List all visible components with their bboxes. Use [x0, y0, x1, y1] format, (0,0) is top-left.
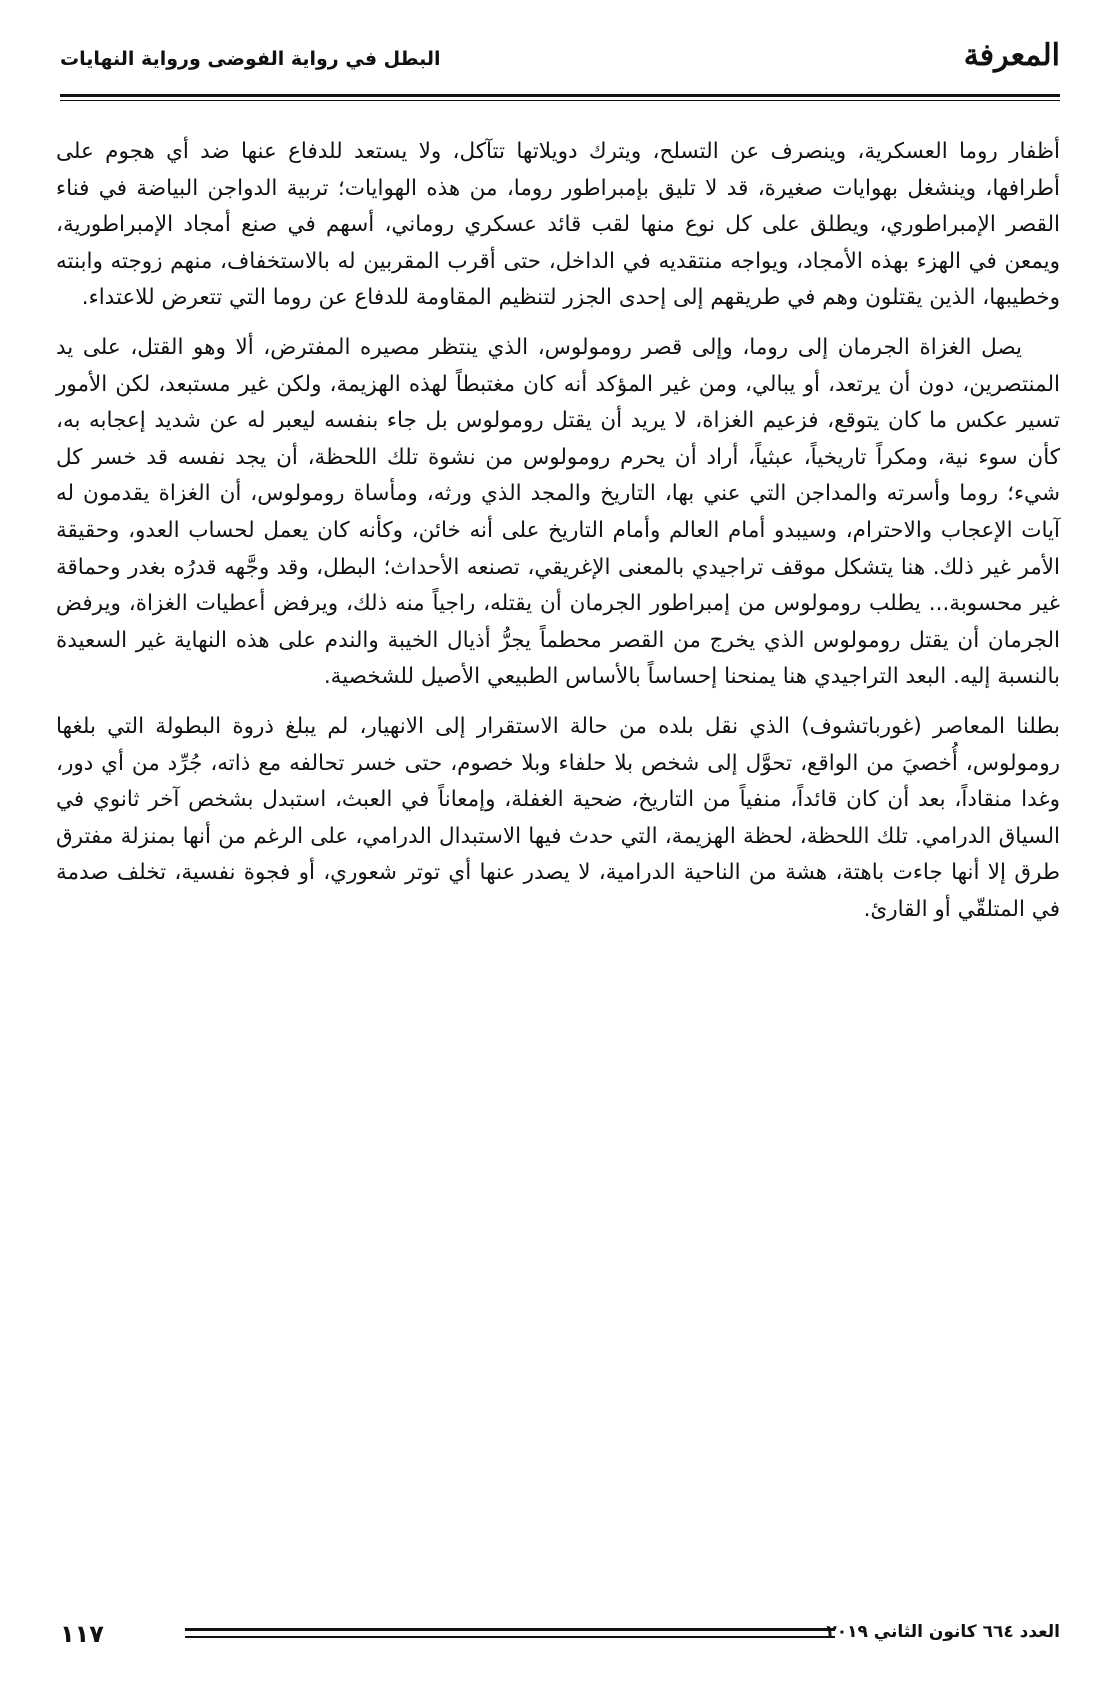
- header-rule-thin: [60, 100, 1060, 101]
- page-header: [60, 34, 1060, 92]
- paragraph-2: يصل الغزاة الجرمان إلى روما، وإلى قصر رومولوس، الذي ينتظر مصيره المفترض، ألا وهو القتل، على يد المنتصرين، دون أن يرتعد، أو يبالي، ومن غير المؤكد أنه كان مغتبطاً لهذه الهزيمة، ولكن غير مستبعد، لكن الأمور تسير عكس ما كان يتوقع، فزعيم الغزاة، لا يريد أن يقتل رومولوس بل جاء بنفسه ليعبر له عن شديد إعجابه به، كأن سوء نية، ومكراً تاريخياً، عبثياً، أراد أن يحرم رومولوس من نشوة تلك اللحظة، أن يجد نفسه قد خسر كل شيء؛ روما وأسرته والمداجن التي عني بها، التاريخ والمجد الذي ورثه، ومأساة رومولوس، أن الغزاة يقدمون له آيات الإعجاب والاحترام، وسيبدو أمام العالم وأمام التاريخ على أنه خائن، وكأنه كان يعمل لحساب العدو، وحقيقة الأمر غير ذلك. هنا يتشكل موقف تراجيدي بالمعنى الإغريقي، تصنعه الأحداث؛ البطل، وقد وجَّهه قدرُه بغدر وحماقة غير محسوبة... يطلب رومولوس من إمبراطور الجرمان أن يقتله، راجياً منه ذلك، ويرفض أعطيات الغزاة، ويرفض الجرمان أن يقتل رومولوس الذي يخرج من القصر محطماً يجرُّ أذيال الخيبة والندم على هذه النهاية غير السعيدة بالنسبة إليه. البعد التراجيدي هنا يمنحنا إحساساً بالأساس الطبيعي الأصيل للشخصية.: [56, 334, 1060, 690]
- header-rule: [60, 94, 1060, 97]
- article-body: [56, 134, 1060, 928]
- paragraph-3: بطلنا المعاصر (غورباتشوف) الذي نقل بلده من حالة الاستقرار إلى الانهيار، لم يبلغ ذروة البطولة التي بلغها رومولوس، أُخصيَ من الواقع، تحوَّل إلى شخص بلا حلفاء وبلا خصوم، حتى خسر تحالفه مع ذاته، جُرِّد من أي دور، وغدا منقاداً، بعد أن كان قائداً، منفياً من التاريخ، ضحية الغفلة، وإمعاناً في العبث، استبدل بشخص آخر ثانوي في السياق الدرامي. تلك اللحظة، لحظة الهزيمة، التي حدث فيها الاستبدال الدرامي، على الرغم من أنها بمنزلة مفترق طرق إلا أنها جاءت باهتة، هشة من الناحية الدرامية، لا يصدر عنها أي توتر شعوري، أو فجوة نفسية، تخلف صدمة في المتلقّي أو القارئ.: [56, 713, 1060, 922]
- paragraph-1: أظفار روما العسكرية، وينصرف عن التسلح، ويترك دويلاتها تتآكل، ولا يستعد للدفاع عنها ضد أي هجوم على أطرافها، وينشغل بهوايات صغيرة، قد لا تليق بإمبراطور روما، من هذه الهوايات؛ تربية الدواجن البياضة في فناء القصر الإمبراطوري، ويطلق على كل نوع منها لقب قائد عسكري روماني، أسهم في صنع أمجاد الإمبراطورية، ويمعن في الهزء بهذه الأمجاد، ويواجه منتقديه في الداخل، حتى أقرب المقربين له بالاستخفاف، منهم زوجته وابنته وخطيبها، الذين يقتلون وهم في طريقهم إلى إحدى الجزر لتنظيم المقاومة للدفاع عن روما التي تتعرض للاعتداء.: [56, 139, 1060, 311]
- footer-rule: [185, 1628, 835, 1642]
- running-title: البطل في رواية الفوضى ورواية النهايات: [60, 48, 441, 70]
- page-footer: [60, 1622, 1060, 1652]
- page-number: ١١٧: [60, 1620, 104, 1648]
- issue-info: العدد ٦٦٤ كانون الثاني ٢٠١٩: [826, 1622, 1060, 1642]
- journal-logo: المعرفة: [963, 38, 1060, 73]
